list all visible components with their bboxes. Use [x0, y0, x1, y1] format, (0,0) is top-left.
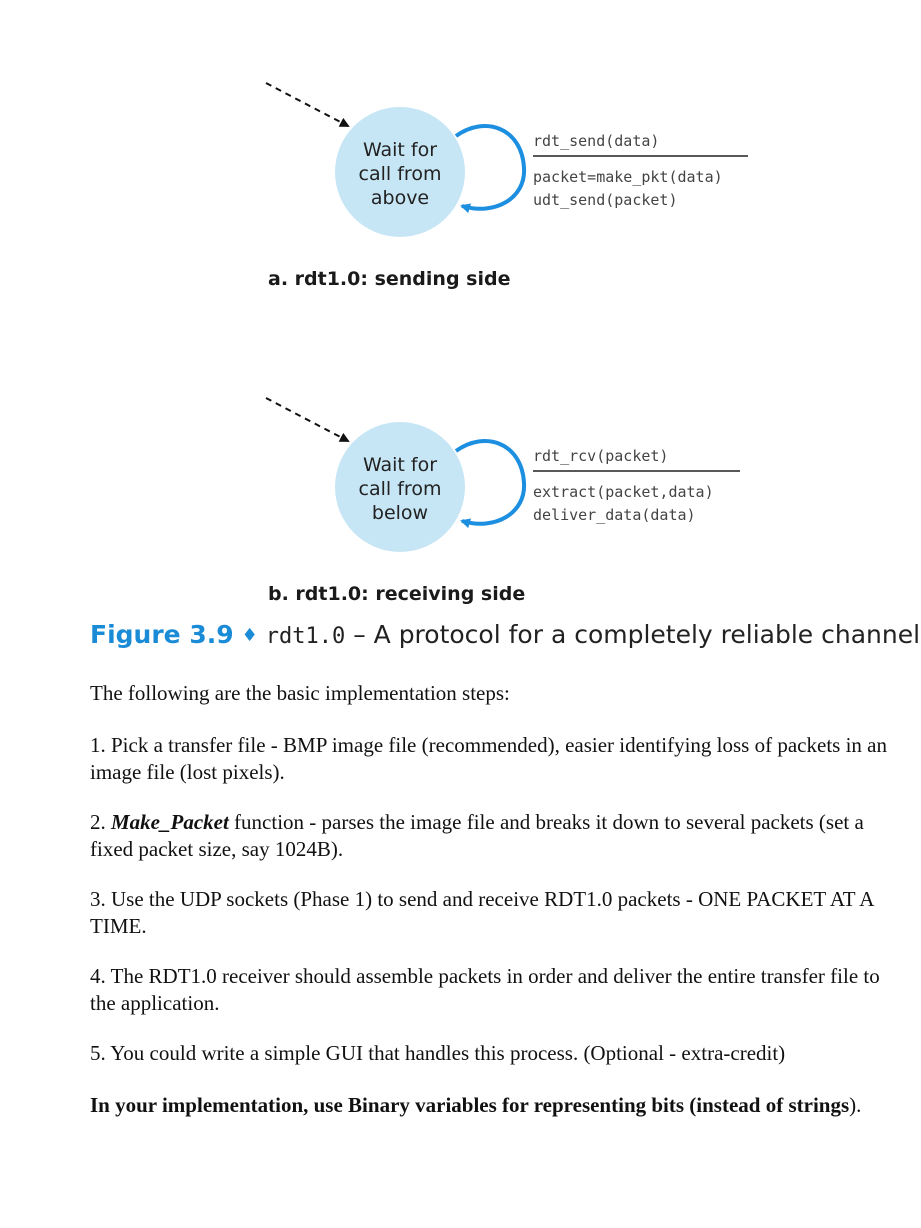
note-tail: ). — [849, 1093, 862, 1117]
state-line-2: call from — [358, 478, 442, 500]
figure-code: rdt1.0 — [265, 624, 346, 649]
step-5: 5. You could write a simple GUI that handles this process. (Optional - extra-credit) — [90, 1041, 786, 1065]
state-line-2: call from — [358, 163, 442, 185]
self-loop-arrow — [456, 441, 524, 524]
diamond-icon: ♦ — [241, 625, 258, 646]
figure-text: – A protocol for a completely reliable channel — [345, 620, 921, 649]
initial-arrow — [266, 398, 348, 441]
subfigure-caption-b: b. rdt1.0: receiving side — [268, 583, 526, 605]
figure-label: Figure 3.9 — [90, 620, 234, 649]
step-2-text: function - parses the image file and breaks it down to several packets (set a fixed packet size, say 1024B). — [90, 810, 864, 861]
initial-arrow — [266, 83, 348, 126]
note-main: In your implementation, use Binary variables for representing bits (instead of strings — [90, 1093, 850, 1117]
self-loop-arrow — [456, 126, 524, 209]
subfigure-caption-a: a. rdt1.0: sending side — [268, 268, 511, 290]
fsm-diagram-receiving — [0, 385, 921, 565]
state-line-3: above — [370, 187, 430, 209]
transition-event: rdt_send(data) — [533, 132, 660, 150]
step-3: 3. Use the UDP sockets (Phase 1) to send and receive RDT1.0 packets - ONE PACKET AT A TIME. — [90, 887, 874, 938]
state-line-3: below — [371, 502, 429, 524]
step-2-function-name: Make_Packet — [111, 810, 229, 834]
state-line-1: Wait for — [362, 454, 438, 476]
figure-caption — [90, 620, 920, 649]
transition-action-2: udt_send(packet) — [533, 191, 678, 209]
transition-action-1: extract(packet,data) — [533, 483, 714, 501]
fsm-diagram-sending — [0, 70, 921, 250]
step-4: 4. The RDT1.0 receiver should assemble packets in order and deliver the entire transfer file to the application. — [90, 964, 880, 1015]
implementation-note — [90, 1092, 890, 1119]
steps-intro: The following are the basic implementation steps: — [90, 681, 510, 705]
step-1: 1. Pick a transfer file - BMP image file (recommended), easier identifying loss of packets in an image file (lost pixels). — [90, 733, 887, 784]
transition-action-2: deliver_data(data) — [533, 506, 696, 524]
transition-event: rdt_rcv(packet) — [533, 447, 669, 465]
state-line-1: Wait for — [362, 139, 438, 161]
transition-action-1: packet=make_pkt(data) — [533, 168, 723, 186]
step-2 — [90, 809, 890, 863]
step-2-prefix: 2. — [90, 810, 111, 834]
